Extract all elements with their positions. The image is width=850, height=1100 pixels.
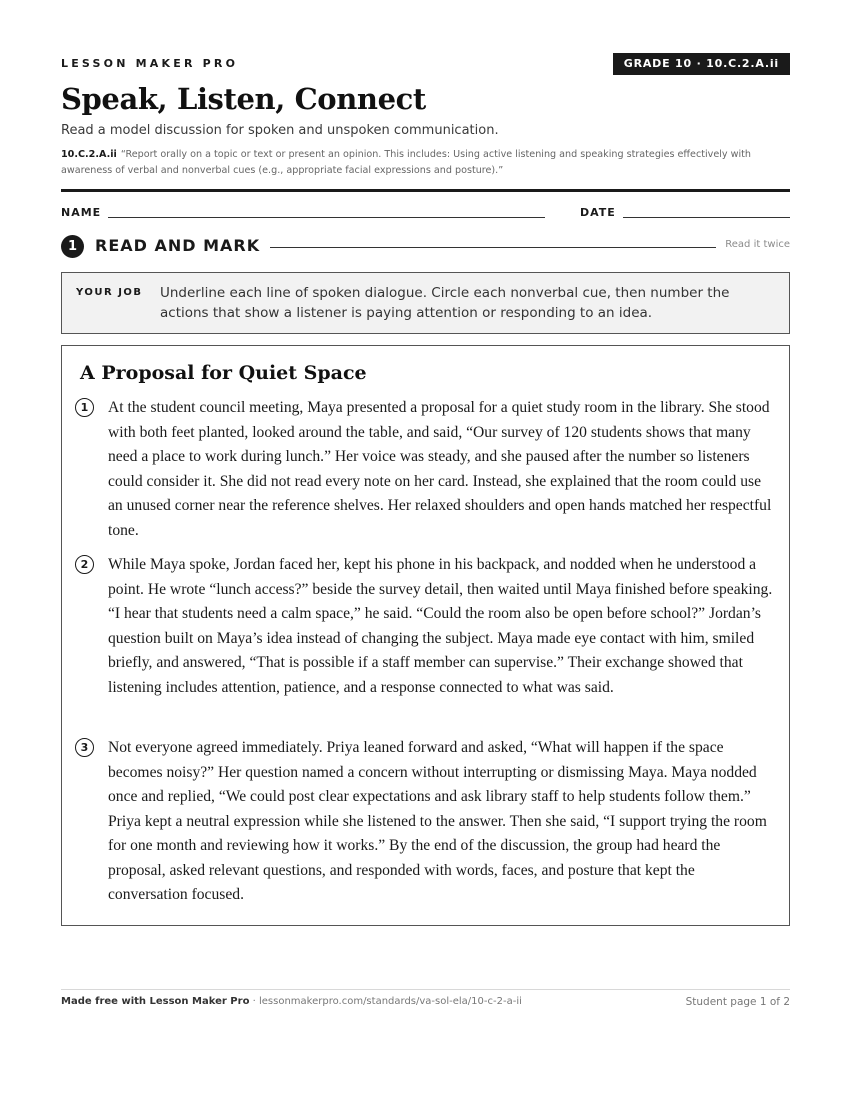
name-field[interactable]: [108, 217, 545, 218]
page-subtitle: Read a model discussion for spoken and unspoken communication.: [61, 123, 499, 138]
section-divider: [270, 247, 716, 248]
paragraph-number-badge: 3: [75, 738, 94, 757]
passage-paragraph: Not everyone agreed immediately. Priya leaned forward and asked, “What will happen if the space becomes noisy?” Her question named a concern without interrupting or dismissing Maya. Maya nodded once and replied, “We could post clear expectations and ask library staff to help students follow them.” Priya kept a neutral expression while she listened to the answer. Then she said, “I support trying the room for one month and reviewing how it works.” By the end of the discussion, the group had heard the proposal, asked relevant questions, and responded with words, faces, and posture that kept the conversation focused.: [108, 739, 767, 903]
grade-badge: GRADE 10 · 10.C.2.A.ii: [613, 53, 790, 75]
passage-paragraph: At the student council meeting, Maya presented a proposal for a quiet study room in the library. She stood with both feet planted, looked around the table, and said, “Our survey of 120 students shows that many need a place to work during lunch.” Her voice was steady, and she paused after the number so listeners could consider it. She did not read every note on her card. Instead, she explained that the room could use an unused corner near the reference shelves. Her relaxed shoulders and open hands matched her respectful tone.: [108, 399, 772, 539]
instructions-label: YOUR JOB: [76, 287, 143, 298]
instructions-box: [61, 272, 790, 334]
footer-credit: [61, 996, 522, 1007]
standard-description: [61, 147, 790, 178]
footer-made-with: Made free with Lesson Maker Pro: [61, 996, 250, 1007]
instructions-text: Underline each line of spoken dialogue. Circle each nonverbal cue, then number the actions that show a listener is paying attention or responding to an idea.: [160, 285, 730, 321]
standard-code: 10.C.2.A.ii: [61, 149, 117, 160]
paragraph-number-badge: 1: [75, 398, 94, 417]
section-title: READ AND MARK: [95, 236, 261, 255]
footer-divider: [61, 989, 790, 990]
worksheet-page: [61, 0, 790, 1100]
date-label: DATE: [580, 206, 616, 219]
page-title: Speak, Listen, Connect: [61, 82, 426, 116]
section-note: Read it twice: [725, 239, 790, 250]
date-field[interactable]: [623, 217, 790, 218]
name-label: NAME: [61, 206, 102, 219]
section-number-badge: 1: [61, 235, 84, 258]
footer-page-number: Student page 1 of 2: [685, 996, 790, 1008]
header-divider: [61, 189, 790, 192]
passage-paragraph: While Maya spoke, Jordan faced her, kept his phone in his backpack, and nodded when he understood a point. He wrote “lunch access?” beside the survey detail, then waited until Maya finished before speaking. “I hear that students need a calm space,” he said. “Could the room also be open before school?” Jordan’s question built on Maya’s idea instead of changing the subject. Maya made eye contact with him, smiled briefly, and answered, “That is possible if a staff member can supervise.” Their exchange showed that listening includes attention, patience, and a response connected to what was said.: [108, 556, 773, 696]
standard-text: “Report orally on a topic or text or present an opinion. This includes: Using active listening and speaking strategies effectively with awareness of verbal and nonverbal cues (e.g., appropriate facial expressions and posture).”: [61, 149, 751, 176]
brand-name: LESSON MAKER PRO: [61, 57, 239, 70]
paragraph-number-badge: 2: [75, 555, 94, 574]
footer-url[interactable]: · lessonmakerpro.com/standards/va-sol-ela/10-c-2-a-ii: [249, 996, 522, 1007]
passage-title: A Proposal for Quiet Space: [80, 362, 367, 384]
